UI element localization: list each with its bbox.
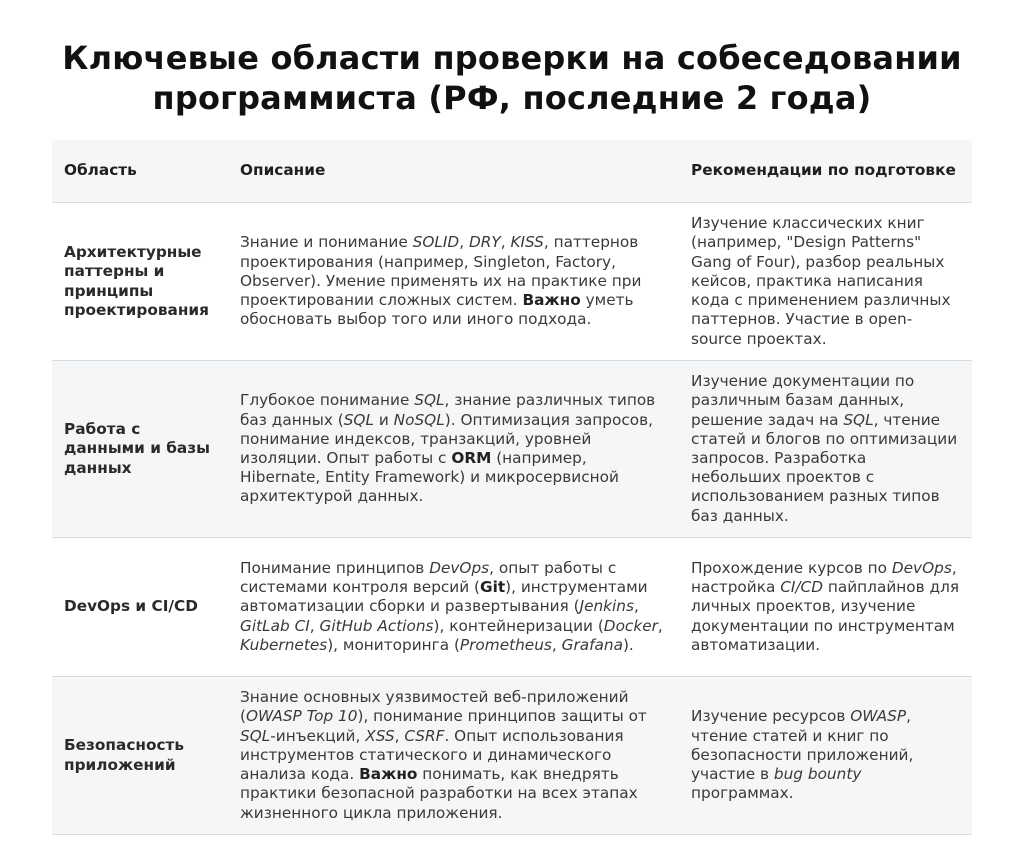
table-row xyxy=(52,361,972,538)
emphasis-term: CSRF xyxy=(404,726,445,745)
area-cell: DevOps и CI/CD xyxy=(52,538,228,677)
table-row xyxy=(52,677,972,835)
emphasis-term: Jenkins xyxy=(579,597,634,616)
emphasis-term: GitHub Actions xyxy=(319,616,434,635)
emphasis-term: Kubernetes xyxy=(240,635,328,654)
page-title: Ключевые области проверки на собеседовании программиста (РФ, последние 2 года) xyxy=(62,39,962,117)
emphasis-term: XSS xyxy=(365,726,395,745)
area-cell: Работа с данными и базы данных xyxy=(52,361,228,538)
recommendation-cell: Изучение классических книг (например, "Design Patterns" Gang of Four), разбор реальных кейсов, практика написания кода с применением различных паттернов. Участие в open-source проектах. xyxy=(679,203,972,361)
interview-areas-table xyxy=(52,140,972,835)
emphasis-term: Docker xyxy=(603,616,658,635)
recommendation-cell: Изучение документации по различным базам данных, решение задач на SQL, чтение статей и блогов по оптимизации запросов. Разработка небольших проектов с использованием разных типов баз данных. xyxy=(679,361,972,538)
bold-term: Важно xyxy=(522,291,581,310)
area-cell: Архитектурные паттерны и принципы проектирования xyxy=(52,203,228,361)
emphasis-term: SQL xyxy=(843,410,874,429)
header-description: Описание xyxy=(228,140,679,203)
area-cell: Безопасность приложений xyxy=(52,677,228,835)
emphasis-term: KISS xyxy=(510,233,544,252)
emphasis-term: SQL xyxy=(414,391,445,410)
emphasis-term: CI/CD xyxy=(780,578,823,597)
description-cell: Глубокое понимание SQL, знание различных типов баз данных (SQL и NoSQL). Оптимизация запросов, понимание индексов, транзакций, уровней изоляции. Опыт работы с ORM (например, Hibernate, Entity Framework) и микросервисной архитектурой данных. xyxy=(228,361,679,538)
emphasis-term: Prometheus xyxy=(459,635,552,654)
emphasis-term: DRY xyxy=(468,233,501,252)
bold-term: Важно xyxy=(359,765,418,784)
recommendation-cell: Прохождение курсов по DevOps, настройка CI/CD пайплайнов для личных проектов, изучение документации по инструментам автоматизации. xyxy=(679,538,972,677)
bold-term: Git xyxy=(480,578,506,597)
table-header-row xyxy=(52,140,972,203)
bold-term: ORM xyxy=(451,449,492,467)
table-row xyxy=(52,538,972,677)
emphasis-term: SOLID xyxy=(412,233,460,252)
emphasis-term: GitLab CI xyxy=(240,616,310,635)
header-recommendation: Рекомендации по подготовке xyxy=(679,140,972,203)
emphasis-term: SQL xyxy=(240,726,271,745)
emphasis-term: OWASP xyxy=(850,707,907,726)
recommendation-cell: Изучение ресурсов OWASP, чтение статей и книг по безопасности приложений, участие в bug bounty программах. xyxy=(679,677,972,835)
emphasis-term: NoSQL xyxy=(393,410,445,429)
emphasis-term: Grafana xyxy=(561,635,623,654)
emphasis-term: SQL xyxy=(343,410,374,429)
emphasis-term: bug bounty xyxy=(773,765,862,784)
emphasis-term: DevOps xyxy=(891,558,952,577)
description-cell: Знание и понимание SOLID, DRY, KISS, паттернов проектирования (например, Singleton, Factory, Observer). Умение применять их на практике при проектировании сложных систем. Важно уметь обосновать выбор того или иного подхода. xyxy=(228,203,679,361)
emphasis-term: OWASP Top 10 xyxy=(245,707,358,726)
table-row xyxy=(52,203,972,361)
emphasis-term: DevOps xyxy=(429,558,490,577)
description-cell: Знание основных уязвимостей веб-приложений (OWASP Top 10), понимание принципов защиты от SQL-инъекций, XSS, CSRF. Опыт использования инструментов статического и динамического анализа кода. Важно понимать, как внедрять практики безопасной разработки на всех этапах жизненного цикла приложения. xyxy=(228,677,679,835)
header-area: Область xyxy=(52,140,228,203)
description-cell: Понимание принципов DevOps, опыт работы с системами контроля версий (Git), инструментами автоматизации сборки и развертывания (Jenkins, GitLab CI, GitHub Actions), контейнеризации (Docker, Kubernetes), мониторинга (Prometheus, Grafana). xyxy=(228,538,679,677)
